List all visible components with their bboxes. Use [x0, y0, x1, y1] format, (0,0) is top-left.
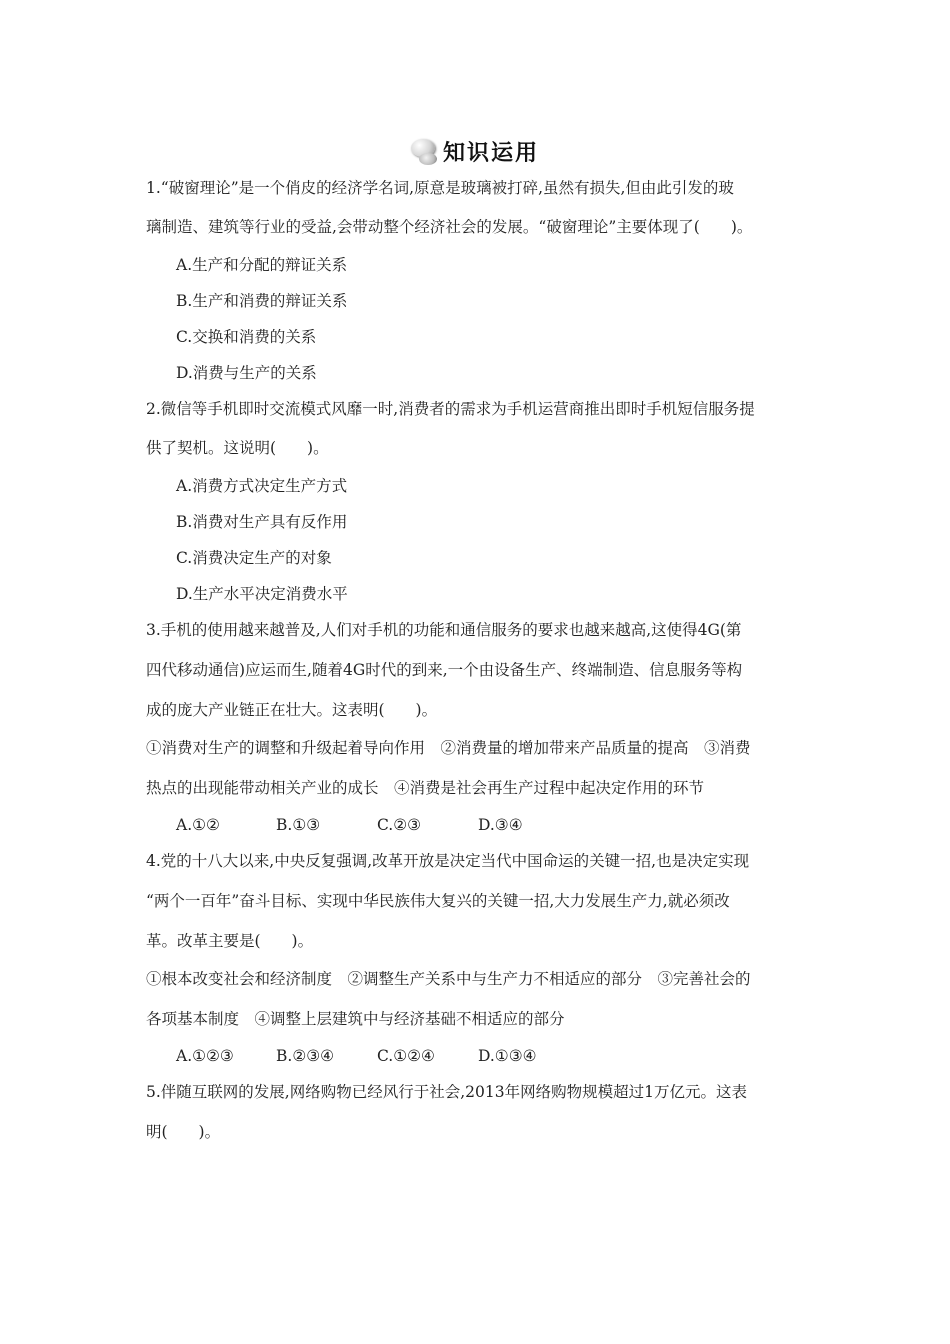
question-3-line-1: 3.手机的使用越来越普及,人们对手机的功能和通信服务的要求也越来越高,这使得4G(第 [146, 621, 742, 639]
question-4-line-2: “两个一百年”奋斗目标、实现中华民族伟大复兴的关键一招,大力发展生产力,就必须改 [146, 892, 730, 910]
question-4-option-c: C.①②④ [377, 1047, 435, 1065]
question-2-option-c: C.消费决定生产的对象 [176, 549, 332, 567]
section-header [0, 127, 950, 175]
question-2-option-d: D.生产水平决定消费水平 [176, 585, 348, 603]
question-3-line-3: 成的庞大产业链正在壮大。这表明( )。 [146, 701, 438, 719]
question-1-option-a: A.生产和分配的辩证关系 [176, 256, 348, 274]
section-title: 知识运用 [442, 140, 539, 166]
question-3-option-c: C.②③ [377, 816, 422, 834]
question-3-statement-2: 热点的出现能带动相关产业的成长 ④消费是社会再生产过程中起决定作用的环节 [146, 779, 705, 797]
question-1-option-d: D.消费与生产的关系 [176, 364, 317, 382]
question-2-line-1: 2.微信等手机即时交流模式风靡一时,消费者的需求为手机运营商推出即时手机短信服务提 [146, 400, 755, 418]
question-4-statement-1: ①根本改变社会和经济制度 ②调整生产关系中与生产力不相适应的部分 ③完善社会的 [146, 970, 751, 988]
question-4-statement-2: 各项基本制度 ④调整上层建筑中与经济基础不相适应的部分 [146, 1010, 565, 1028]
question-5-line-1: 5.伴随互联网的发展,网络购物已经风行于社会,2013年网络购物规模超过1万亿元。这表 [146, 1083, 747, 1101]
question-3-option-d: D.③④ [478, 816, 523, 834]
question-4-line-3: 革。改革主要是( )。 [146, 932, 314, 950]
question-4-line-1: 4.党的十八大以来,中央反复强调,改革开放是决定当代中国命运的关键一招,也是决定实现 [146, 852, 750, 870]
question-1-line-1: 1.“破窗理论”是一个俏皮的经济学名词,原意是玻璃被打碎,虽然有损失,但由此引发的玻 [146, 179, 734, 197]
question-4-option-a: A.①②③ [176, 1047, 234, 1065]
question-3-statement-1: ①消费对生产的调整和升级起着导向作用 ②消费量的增加带来产品质量的提高 ③消费 [146, 739, 751, 757]
question-1-option-c: C.交换和消费的关系 [176, 328, 317, 346]
question-2-option-a: A.消费方式决定生产方式 [176, 477, 348, 495]
question-3-line-2: 四代移动通信)应运而生,随着4G时代的到来,一个由设备生产、终端制造、信息服务等构 [146, 661, 743, 679]
question-2-line-2: 供了契机。这说明( )。 [146, 439, 329, 457]
question-5-line-2: 明( )。 [146, 1123, 221, 1141]
question-1-line-2: 璃制造、建筑等行业的受益,会带动整个经济社会的发展。“破窗理论”主要体现了( )。 [146, 218, 753, 236]
question-4-option-d: D.①③④ [478, 1047, 537, 1065]
question-3-option-a: A.①② [176, 816, 220, 834]
question-4-option-b: B.②③④ [276, 1047, 335, 1065]
question-2-option-b: B.消费对生产具有反作用 [176, 513, 348, 531]
question-3-option-b: B.①③ [276, 816, 321, 834]
speech-bubble-icon [411, 137, 441, 165]
question-1-option-b: B.生产和消费的辩证关系 [176, 292, 348, 310]
